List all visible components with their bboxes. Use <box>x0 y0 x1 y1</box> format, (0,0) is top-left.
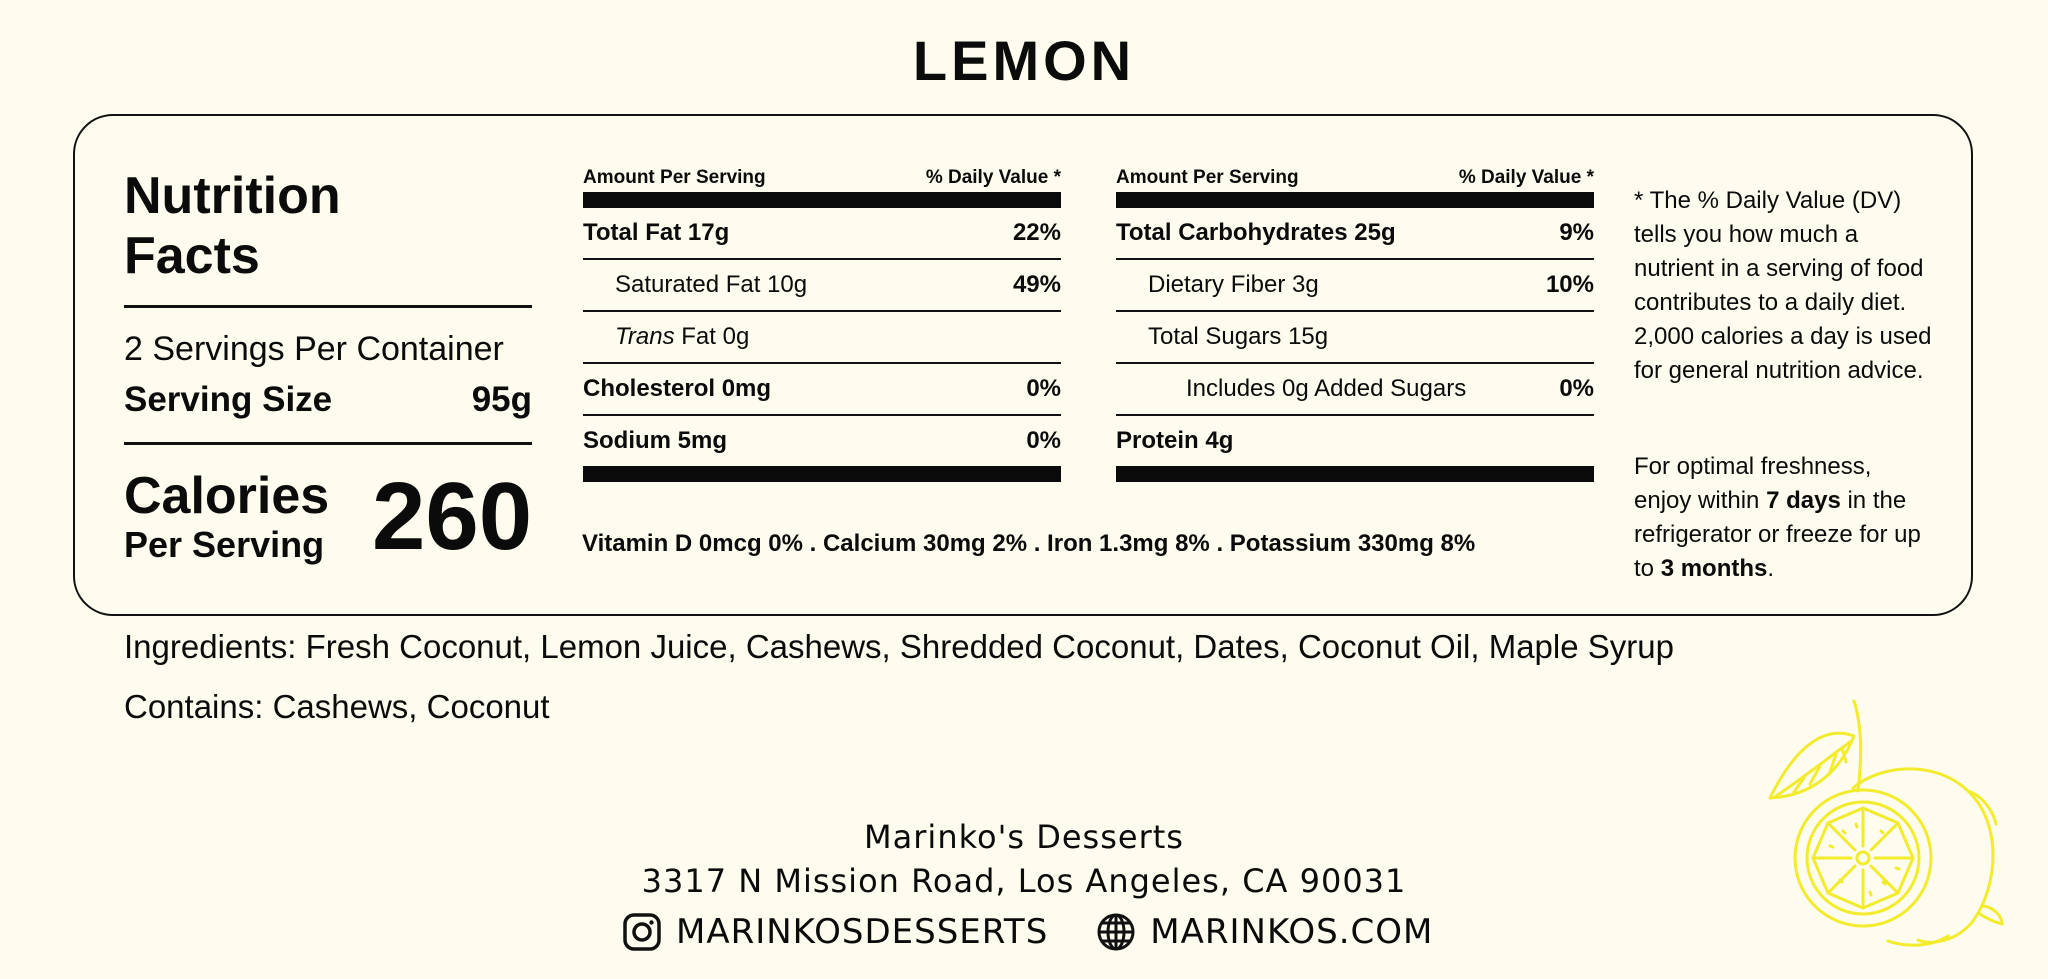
calories-value: 260 <box>372 463 533 570</box>
daily-value-header: % Daily Value * <box>1458 167 1594 188</box>
nutrient-pct: 0% <box>1559 375 1594 402</box>
heading-line-2: Facts <box>124 227 260 285</box>
calories-label: Calories <box>124 467 330 525</box>
nutrient-pct: 49% <box>1012 271 1061 298</box>
brand-address: 3317 N Mission Road, Los Angeles, CA 90031 <box>641 862 1407 900</box>
nutrient-row <box>583 312 1061 364</box>
freshness-months: 3 months <box>1660 555 1768 582</box>
nutrient-row <box>583 260 1061 312</box>
nutrient-label: Total Fat 17g <box>583 219 730 246</box>
thick-rule <box>583 466 1061 482</box>
freshness-text: . <box>1767 555 1775 582</box>
heading-line-1: Nutrition <box>124 167 341 225</box>
lemon-illustration <box>1758 696 2008 948</box>
product-title: LEMON <box>912 29 1136 92</box>
nutrient-row <box>583 364 1061 416</box>
freshness-days: 7 days <box>1766 487 1841 514</box>
freshness-text: in the refrigerator or freeze for up to <box>1634 487 1921 582</box>
brand-name: Marinko's Desserts <box>864 818 1184 856</box>
globe-icon <box>1096 912 1136 952</box>
nutrient-label: Includes 0g Added Sugars <box>1186 375 1467 402</box>
nutrient-row <box>1116 312 1594 364</box>
servings-per-container: 2 Servings Per Container <box>124 330 504 368</box>
thick-rule <box>1116 192 1594 208</box>
serving-size-label: Serving Size <box>124 380 333 419</box>
nutrient-row <box>583 416 1061 466</box>
website-link[interactable]: MARINKOS.COM <box>1150 912 1434 952</box>
nutrient-row <box>1116 416 1594 466</box>
nutrient-pct: 0% <box>1026 375 1061 402</box>
freshness-note <box>1634 450 1934 586</box>
nutrient-row <box>583 208 1061 260</box>
daily-value-header: % Daily Value * <box>925 167 1061 188</box>
nutrient-label: Total Carbohydrates 25g <box>1116 219 1396 246</box>
allergens-line: Contains: Cashews, Coconut <box>124 688 550 725</box>
nutrient-label: Total Sugars 15g <box>1148 323 1329 350</box>
amount-header: Amount Per Serving <box>583 167 766 188</box>
nutrient-column-1 <box>583 164 1061 482</box>
nutrient-label: Dietary Fiber 3g <box>1148 271 1319 298</box>
nutrient-label: Cholesterol 0mg <box>583 375 772 402</box>
nutrition-facts-heading <box>124 166 341 286</box>
divider <box>124 442 532 445</box>
nutrient-row <box>1116 260 1594 312</box>
serving-size-value: 95g <box>471 380 532 419</box>
instagram-icon <box>622 912 662 952</box>
column-header <box>583 164 1061 192</box>
nutrient-pct: 9% <box>1559 219 1594 246</box>
nutrient-label-rest: Fat 0g <box>674 323 750 350</box>
serving-size <box>124 380 532 420</box>
nutrient-row <box>1116 364 1594 416</box>
amount-header: Amount Per Serving <box>1116 167 1299 188</box>
thick-rule <box>583 192 1061 208</box>
instagram-handle-link[interactable]: MARINKOSDESSERTS <box>676 912 1049 952</box>
social-links <box>622 912 1433 952</box>
vitamins-minerals: Vitamin D 0mcg 0% . Calcium 30mg 2% . Iron 1.3mg 8% . Potassium 330mg 8% <box>582 530 1476 557</box>
nutrient-column-2 <box>1116 164 1594 482</box>
nutrient-label: Sodium 5mg <box>583 427 728 454</box>
thick-rule <box>1116 466 1594 482</box>
daily-value-footnote: * The % Daily Value (DV) tells you how much a nutrient in a serving of food contributes to a daily diet. 2,000 calories a day is used for general nutrition advice. <box>1634 187 1932 384</box>
ingredients-line: Ingredients: Fresh Coconut, Lemon Juice, Cashews, Shredded Coconut, Dates, Coconut Oil, Maple Syrup <box>124 628 1674 665</box>
nutrient-pct: 10% <box>1545 271 1594 298</box>
nutrient-label: Protein 4g <box>1116 427 1234 454</box>
calories-sub-label: Per Serving <box>124 524 325 565</box>
nutrient-label-italic: Trans <box>615 323 675 350</box>
divider <box>124 305 532 308</box>
freshness-text: For optimal freshness, enjoy within <box>1634 453 1872 514</box>
nutrient-pct: 22% <box>1012 219 1061 246</box>
nutrient-pct: 0% <box>1026 427 1061 454</box>
column-header <box>1116 164 1594 192</box>
nutrient-label <box>583 323 749 351</box>
nutrient-label: Saturated Fat 10g <box>615 271 808 298</box>
nutrient-row <box>1116 208 1594 260</box>
